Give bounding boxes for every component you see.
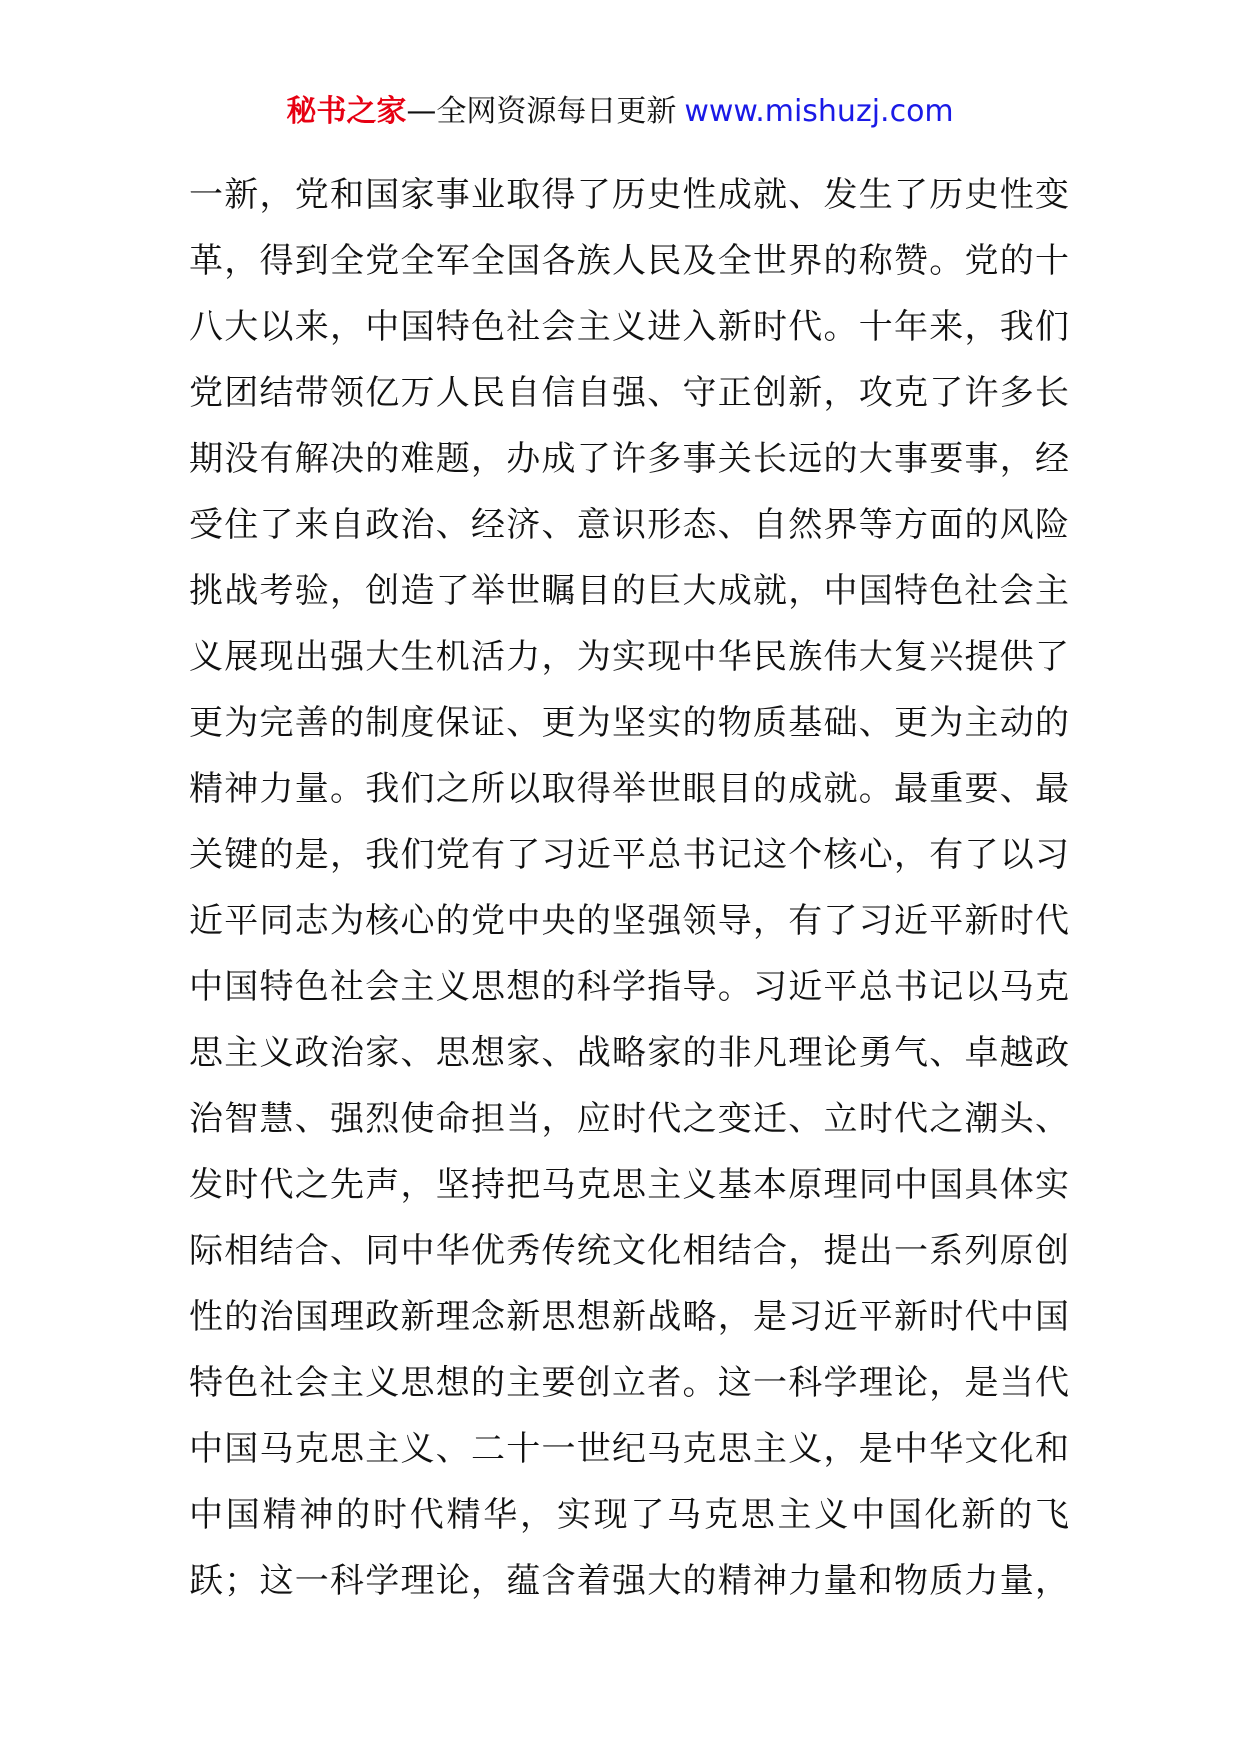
text-line: 挑战考验，创造了举世瞩目的巨大成就，中国特色社会主 [189, 571, 1069, 611]
text-line: 更为完善的制度保证、更为坚实的物质基础、更为主动的 [189, 703, 1069, 743]
text-line: 革，得到全党全军全国各族人民及全世界的称赞。党的十 [189, 241, 1069, 281]
text-line: 党团结带领亿万人民自信自强、守正创新，攻克了许多长 [189, 373, 1069, 413]
text-line: 特色社会主义思想的主要创立者。这一科学理论，是当代 [189, 1363, 1069, 1403]
site-brand: 秘书之家 [286, 94, 407, 129]
page-header [0, 92, 1240, 132]
text-line: 一新，党和国家事业取得了历史性成就、发生了历史性变 [189, 175, 1069, 215]
text-line: 中国特色社会主义思想的科学指导。习近平总书记以马克 [189, 967, 1069, 1007]
text-line: 跃；这一科学理论，蕴含着强大的精神力量和物质力量， [189, 1561, 1069, 1601]
text-line: 治智慧、强烈使命担当，应时代之变迁、立时代之潮头、 [189, 1099, 1069, 1139]
text-line: 关键的是，我们党有了习近平总书记这个核心，有了以习 [189, 835, 1069, 875]
text-line: 精神力量。我们之所以取得举世眼目的成就。最重要、最 [189, 769, 1069, 809]
document-body [189, 162, 1069, 1614]
text-line: 发时代之先声，坚持把马克思主义基本原理同中国具体实 [189, 1165, 1069, 1205]
site-url-link[interactable]: www.mishuzj.com [684, 94, 954, 129]
text-line: 期没有解决的难题，办成了许多事关长远的大事要事，经 [189, 439, 1069, 479]
text-line: 近平同志为核心的党中央的坚强领导，有了习近平新时代 [189, 901, 1069, 941]
site-tagline: —全网资源每日更新 [406, 94, 677, 129]
text-line: 八大以来，中国特色社会主义进入新时代。十年来，我们 [189, 307, 1069, 347]
text-line: 中国马克思主义、二十一世纪马克思主义，是中华文化和 [189, 1429, 1069, 1469]
text-line: 中国精神的时代精华，实现了马克思主义中国化新的飞 [189, 1495, 1069, 1535]
text-line: 际相结合、同中华优秀传统文化相结合，提出一系列原创 [189, 1231, 1069, 1271]
text-line: 受住了来自政治、经济、意识形态、自然界等方面的风险 [189, 505, 1069, 545]
text-line: 思主义政治家、思想家、战略家的非凡理论勇气、卓越政 [189, 1033, 1069, 1073]
text-line: 义展现出强大生机活力，为实现中华民族伟大复兴提供了 [189, 637, 1069, 677]
text-line: 性的治国理政新理念新思想新战略，是习近平新时代中国 [189, 1297, 1069, 1337]
